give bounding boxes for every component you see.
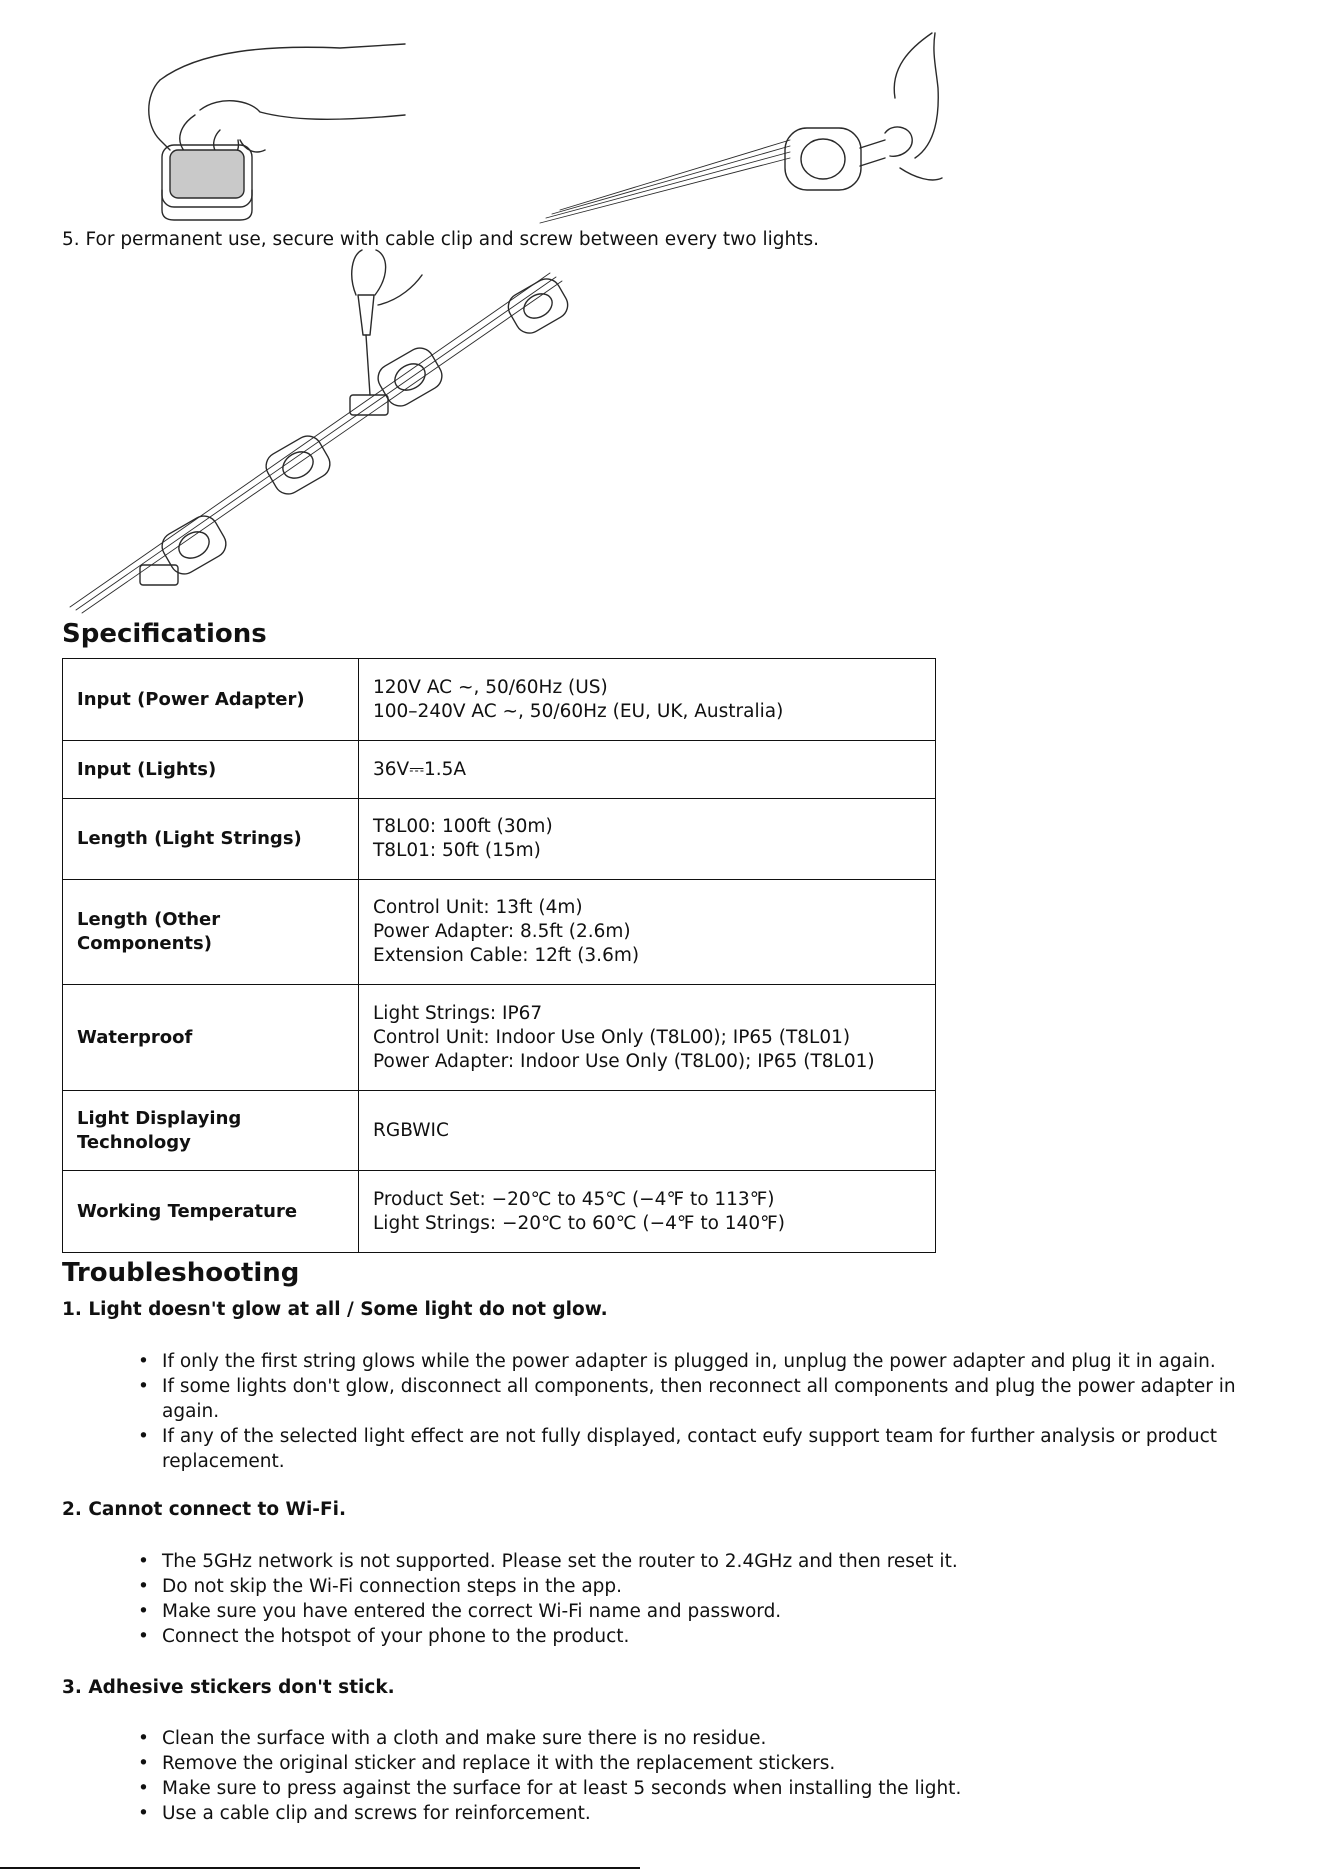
spec-row-working-temperature <box>63 1171 936 1253</box>
spec-value-line: Control Unit: 13ft (4m) <box>373 897 583 918</box>
spec-value-line: 100–240V AC ~, 50/60Hz (EU, UK, Australia) <box>373 700 784 722</box>
trouble-list-1 <box>134 1349 1264 1474</box>
spec-label: Waterproof <box>63 985 359 1091</box>
spec-value-line: Power Adapter: Indoor Use Only (T8L00); IP65 (T8L01) <box>373 1050 875 1072</box>
spec-row-length-light-strings <box>63 799 936 880</box>
spec-value <box>359 880 936 985</box>
spec-value-line: 36V⎓1.5A <box>373 758 467 780</box>
spec-value <box>359 659 936 741</box>
screwing-cable-clip-illustration <box>70 255 590 615</box>
list-item: • The 5GHz network is not supported. Please set the router to 2.4GHz and then reset it. <box>134 1549 1264 1574</box>
trouble-list-3 <box>134 1726 1264 1826</box>
step-5-text: 5. For permanent use, secure with cable clip and screw between every two lights. <box>62 229 820 250</box>
specifications-heading: Specifications <box>62 619 267 649</box>
list-item: • If only the first string glows while the power adapter is plugged in, unplug the power adapter and plug it in again. <box>134 1349 1264 1374</box>
spec-value-line: Light Strings: IP67 <box>373 1002 543 1024</box>
trouble-list-2 <box>134 1549 1264 1649</box>
list-item: • Make sure to press against the surface for at least 5 seconds when installing the light. <box>134 1776 1264 1801</box>
spec-label: Working Temperature <box>63 1171 359 1253</box>
specifications-table <box>62 658 936 1253</box>
hand-holding-light-illustration <box>540 28 950 228</box>
spec-row-input-lights <box>63 741 936 799</box>
spec-value-line: Light Strings: −20℃ to 60℃ (−4℉ to 140℉) <box>373 1212 785 1234</box>
list-item: • Connect the hotspot of your phone to the product. <box>134 1624 1264 1649</box>
list-item: • Clean the surface with a cloth and make sure there is no residue. <box>134 1726 1264 1751</box>
spec-label: Input (Lights) <box>63 741 359 799</box>
list-item: • Remove the original sticker and replace it with the replacement stickers. <box>134 1751 1264 1776</box>
list-item: • Use a cable clip and screws for reinforcement. <box>134 1801 1264 1826</box>
spec-value-line: 120V AC ~, 50/60Hz (US) <box>373 676 608 698</box>
spec-value-line: T8L00: 100ft (30m) <box>373 816 553 837</box>
spec-value-line: RGBWIC <box>373 1119 449 1141</box>
spec-row-light-displaying <box>63 1091 936 1171</box>
spec-label: Length (Light Strings) <box>63 799 359 880</box>
spec-row-waterproof <box>63 985 936 1091</box>
spec-value-line: Power Adapter: 8.5ft (2.6m) <box>373 921 631 942</box>
trouble-question-1: 1. Light doesn't glow at all / Some light do not glow. <box>62 1299 608 1320</box>
troubleshooting-heading: Troubleshooting <box>62 1258 300 1288</box>
list-item: • Make sure you have entered the correct Wi-Fi name and password. <box>134 1599 1264 1624</box>
spec-value-line: T8L01: 50ft (15m) <box>373 840 541 861</box>
footer-divider <box>0 1867 640 1869</box>
spec-value <box>359 1091 936 1171</box>
spec-row-input-power-adapter <box>63 659 936 741</box>
spec-value-line: Product Set: −20℃ to 45℃ (−4℉ to 113℉) <box>373 1188 775 1210</box>
spec-value <box>359 741 936 799</box>
hand-pressing-sticker-illustration <box>140 40 420 225</box>
list-item: • If some lights don't glow, disconnect all components, then reconnect all components and plug the power adapter in again. <box>134 1374 1264 1424</box>
list-item: • Do not skip the Wi-Fi connection steps in the app. <box>134 1574 1264 1599</box>
spec-label: Input (Power Adapter) <box>63 659 359 741</box>
spec-value-line: Extension Cable: 12ft (3.6m) <box>373 945 640 966</box>
spec-value <box>359 799 936 880</box>
spec-label: Length (Other Components) <box>63 880 359 985</box>
spec-value-line: Control Unit: Indoor Use Only (T8L00); IP65 (T8L01) <box>373 1026 851 1048</box>
trouble-question-3: 3. Adhesive stickers don't stick. <box>62 1677 395 1698</box>
spec-label: Light Displaying Technology <box>63 1091 359 1171</box>
spec-value <box>359 1171 936 1253</box>
spec-row-length-other <box>63 880 936 985</box>
trouble-question-2: 2. Cannot connect to Wi-Fi. <box>62 1499 346 1520</box>
spec-value <box>359 985 936 1091</box>
list-item: • If any of the selected light effect are not fully displayed, contact eufy support team for further analysis or product replacement. <box>134 1424 1264 1474</box>
